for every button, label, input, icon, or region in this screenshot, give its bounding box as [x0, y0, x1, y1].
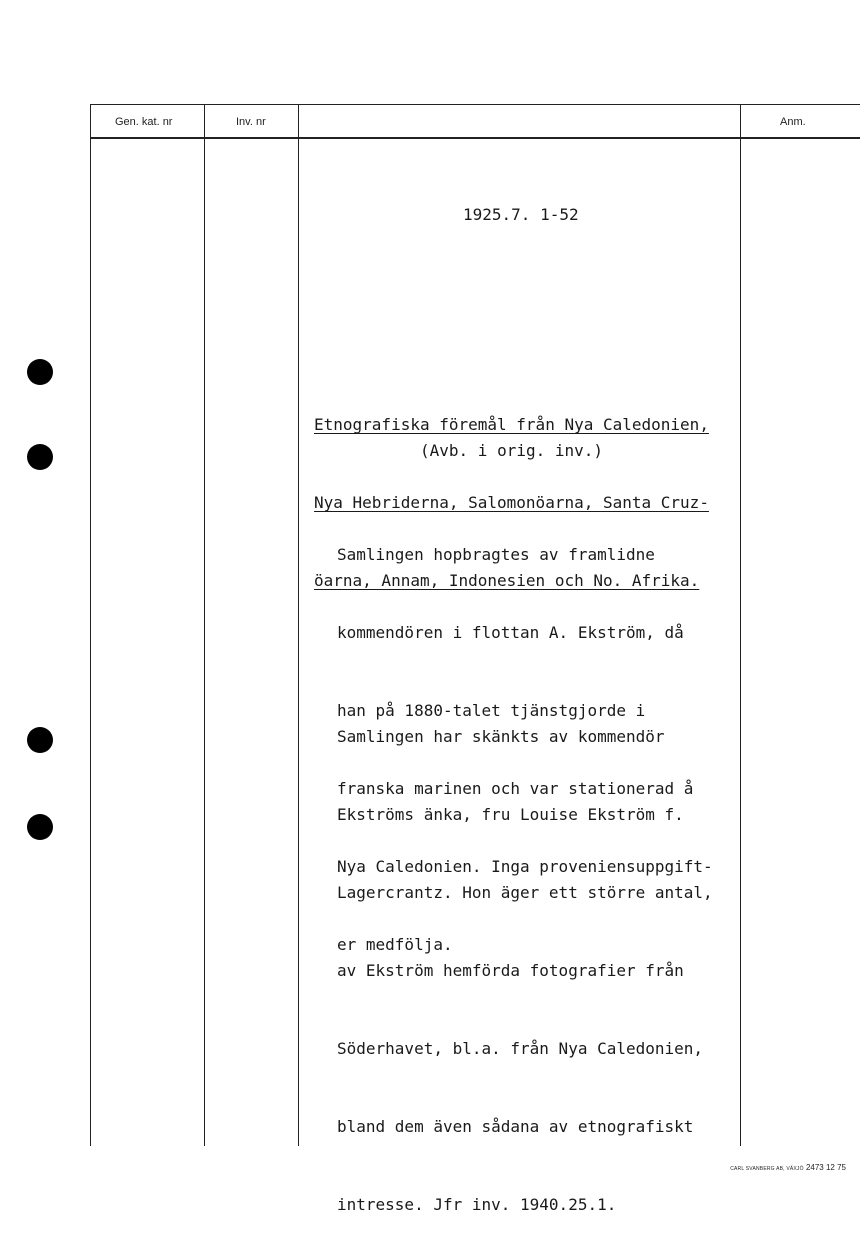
column-rule-main-anm [740, 104, 741, 1146]
paragraph-2 [337, 672, 713, 1244]
title-line: Nya Hebriderna, Salomonöarna, Santa Cruz- [314, 493, 709, 512]
paragraph-line: franska marinen och var stationerad å [337, 779, 694, 798]
title-line: öarna, Annam, Indonesien och No. Afrika. [314, 571, 700, 590]
paragraph-line: Samlingen hopbragtes av framlidne [337, 545, 655, 564]
paragraph-line: Nya Caledonien. Inga proveniensuppgift- [337, 857, 713, 876]
paragraph-line: intresse. Jfr inv. 1940.25.1. [337, 1195, 617, 1214]
column-header-inv: Inv. nr [236, 116, 266, 128]
column-header-anm: Anm. [780, 116, 806, 128]
printer-name: CARL SVANBERG AB, VÄXJÖ [730, 1166, 804, 1172]
punch-hole-3 [27, 727, 53, 753]
paragraph-line: kommendören i flottan A. Ekström, då [337, 623, 684, 642]
paragraph-line: bland dem även sådana av etnografiskt [337, 1117, 694, 1136]
header-top-rule [90, 104, 860, 105]
column-rule-gen-inv [204, 104, 205, 1146]
printer-code: 2473 12 75 [805, 1163, 846, 1172]
title-line: Etnografiska föremål från Nya Caledonien, [314, 415, 709, 434]
column-rule-inv-main [298, 104, 299, 1146]
paragraph-line: Samlingen har skänkts av kommendör [337, 727, 665, 746]
punch-hole-4 [27, 814, 53, 840]
paragraph-line: han på 1880-talet tjänstgjorde i [337, 701, 646, 720]
paragraph-line: Lagercrantz. Hon äger ett större antal, [337, 883, 713, 902]
paragraph-line: Ekströms änka, fru Louise Ekström f. [337, 805, 684, 824]
column-rule-left [90, 104, 91, 1146]
paragraph-line: er medfölja. [337, 935, 453, 954]
punch-hole-2 [27, 444, 53, 470]
inventory-number: 1925.7. 1-52 [463, 205, 579, 224]
punch-hole-1 [27, 359, 53, 385]
paragraph-line: Söderhavet, bl.a. från Nya Caledonien, [337, 1039, 704, 1058]
paragraph-line: av Ekström hemförda fotografier från [337, 961, 684, 980]
header-bottom-rule [90, 137, 860, 139]
entry-note: (Avb. i orig. inv.) [420, 441, 604, 460]
printer-imprint [730, 1163, 846, 1172]
column-header-gen-kat: Gen. kat. nr [115, 116, 173, 128]
